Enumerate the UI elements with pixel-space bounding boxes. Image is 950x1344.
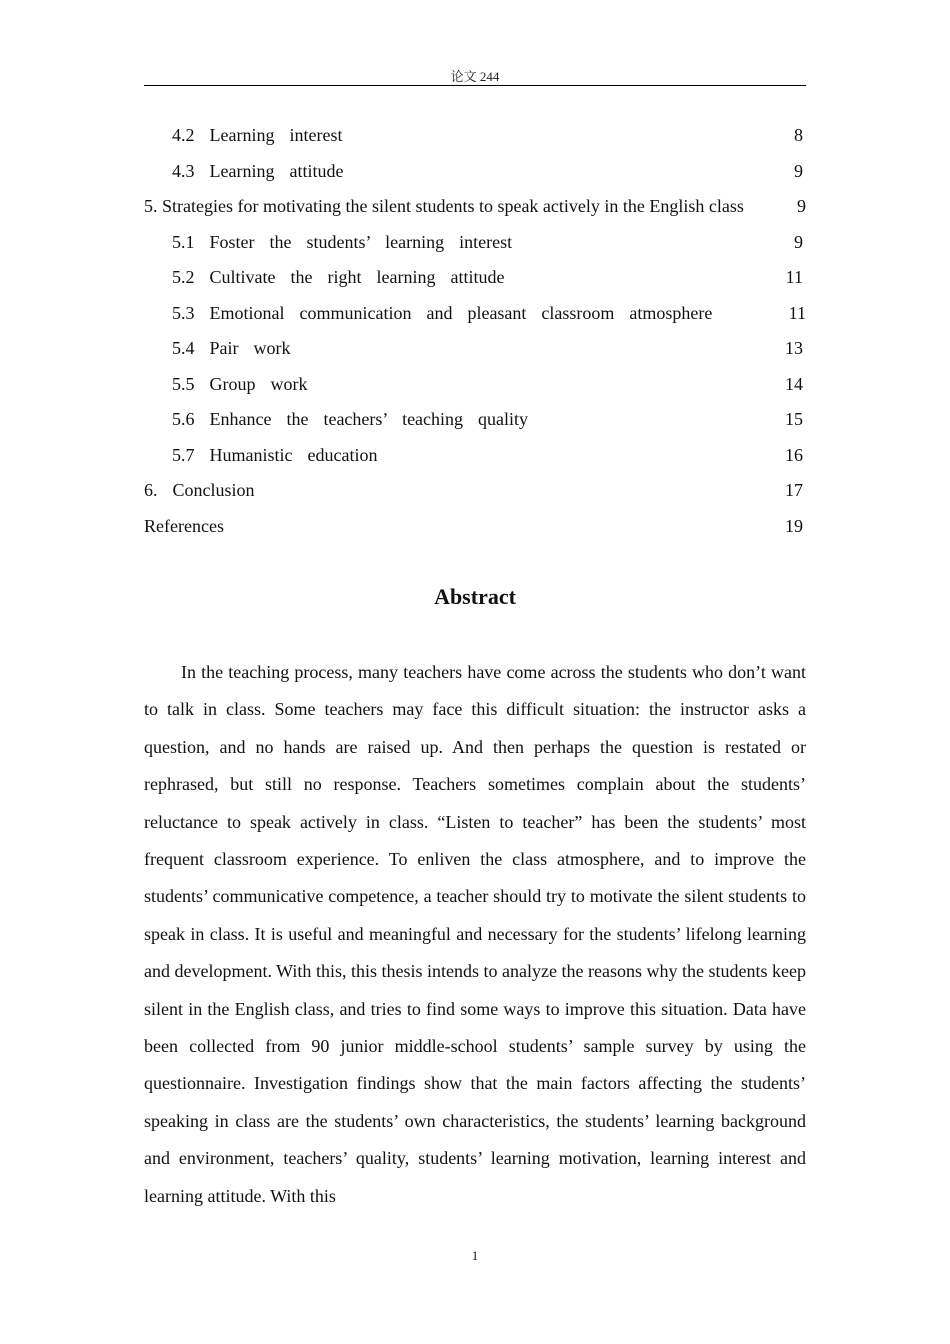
toc-entry-title: 5. Strategies for motivating the silent students to speak actively in the English class: [144, 196, 744, 216]
toc-entry-title: 5.6 Enhance the teachers’ teaching quality: [172, 409, 529, 429]
toc-entry: [144, 331, 806, 367]
toc-entry-page: 14: [785, 373, 803, 394]
toc-entry-title: 6. Conclusion: [144, 480, 255, 500]
toc-entry-page: 13: [785, 338, 803, 358]
toc-entry-page: 16: [785, 444, 803, 465]
toc-entry: [144, 296, 806, 332]
abstract-paragraph: In the teaching process, many teachers have come across the students who don’t want to talk in class. Some teachers may face this difficult situation: the instructor asks a question, and no hands are raised up. And then perhaps the question is restated or rephrased, but still no response. Teachers sometimes complain about the students’ reluctance to speak actively in class. “Listen to teacher” has been the students’ most frequent classroom experience. To enliven the class atmosphere, and to improve the students’ communicative competence, a teacher should try to motivate the silent students to speak in class. It is useful and meaningful and necessary for the students’ lifelong learning and development. With this, this thesis intends to analyze the reasons why the students keep silent in the English class, and tries to find some ways to improve this situation. Data have been collected from 90 junior middle-school students’ sample survey by using the questionnaire. Investigation findings show that the main factors affecting the students’ speaking in class are the students’ own characteristics, the students’ learning background and environment, teachers’ quality, students’ learning motivation, learning interest and learning attitude. With this: [144, 662, 806, 1206]
toc-entry: [144, 260, 806, 296]
toc-entry: [144, 118, 806, 154]
toc-entry-title: 4.2 Learning interest: [172, 125, 343, 145]
toc-entry: [144, 367, 806, 403]
toc-entry-title: 5.7 Humanistic education: [172, 444, 378, 465]
toc-entry-page: 11: [785, 267, 803, 287]
page-number: 1: [471, 1248, 479, 1263]
toc-entry: [144, 225, 806, 261]
toc-entry-title: 5.1 Foster the students’ learning interest: [172, 231, 513, 252]
toc-entry-page: 19: [785, 515, 803, 536]
toc-entry: [144, 402, 806, 438]
toc-entry-page: 9: [794, 231, 803, 252]
toc-entry-title: 5.3 Emotional communication and pleasant classroom atmosphere: [172, 302, 713, 323]
toc-entry-page: 9: [794, 160, 803, 181]
toc-entry-title: 5.2 Cultivate the right learning attitude: [172, 267, 505, 287]
toc-entry-page: 11: [788, 302, 806, 323]
toc-entry: [144, 509, 806, 545]
toc-entry: [144, 189, 806, 225]
toc-entry-title: 4.3 Learning attitude: [172, 160, 344, 181]
toc-entry: [144, 438, 806, 474]
abstract-heading: Abstract: [434, 584, 516, 609]
header-rule: [144, 85, 806, 86]
toc-entry-title: References: [144, 515, 224, 536]
toc-entry-page: 9: [797, 196, 806, 216]
table-of-contents: [144, 118, 806, 544]
toc-entry-page: 17: [785, 480, 803, 500]
toc-entry-page: 8: [794, 125, 803, 145]
toc-entry-title: 5.4 Pair work: [172, 338, 291, 358]
toc-entry: [144, 473, 806, 509]
running-header: 论文 244: [450, 69, 500, 84]
toc-entry-page: 15: [785, 409, 803, 429]
toc-entry-title: 5.5 Group work: [172, 373, 308, 394]
toc-entry: [144, 154, 806, 190]
